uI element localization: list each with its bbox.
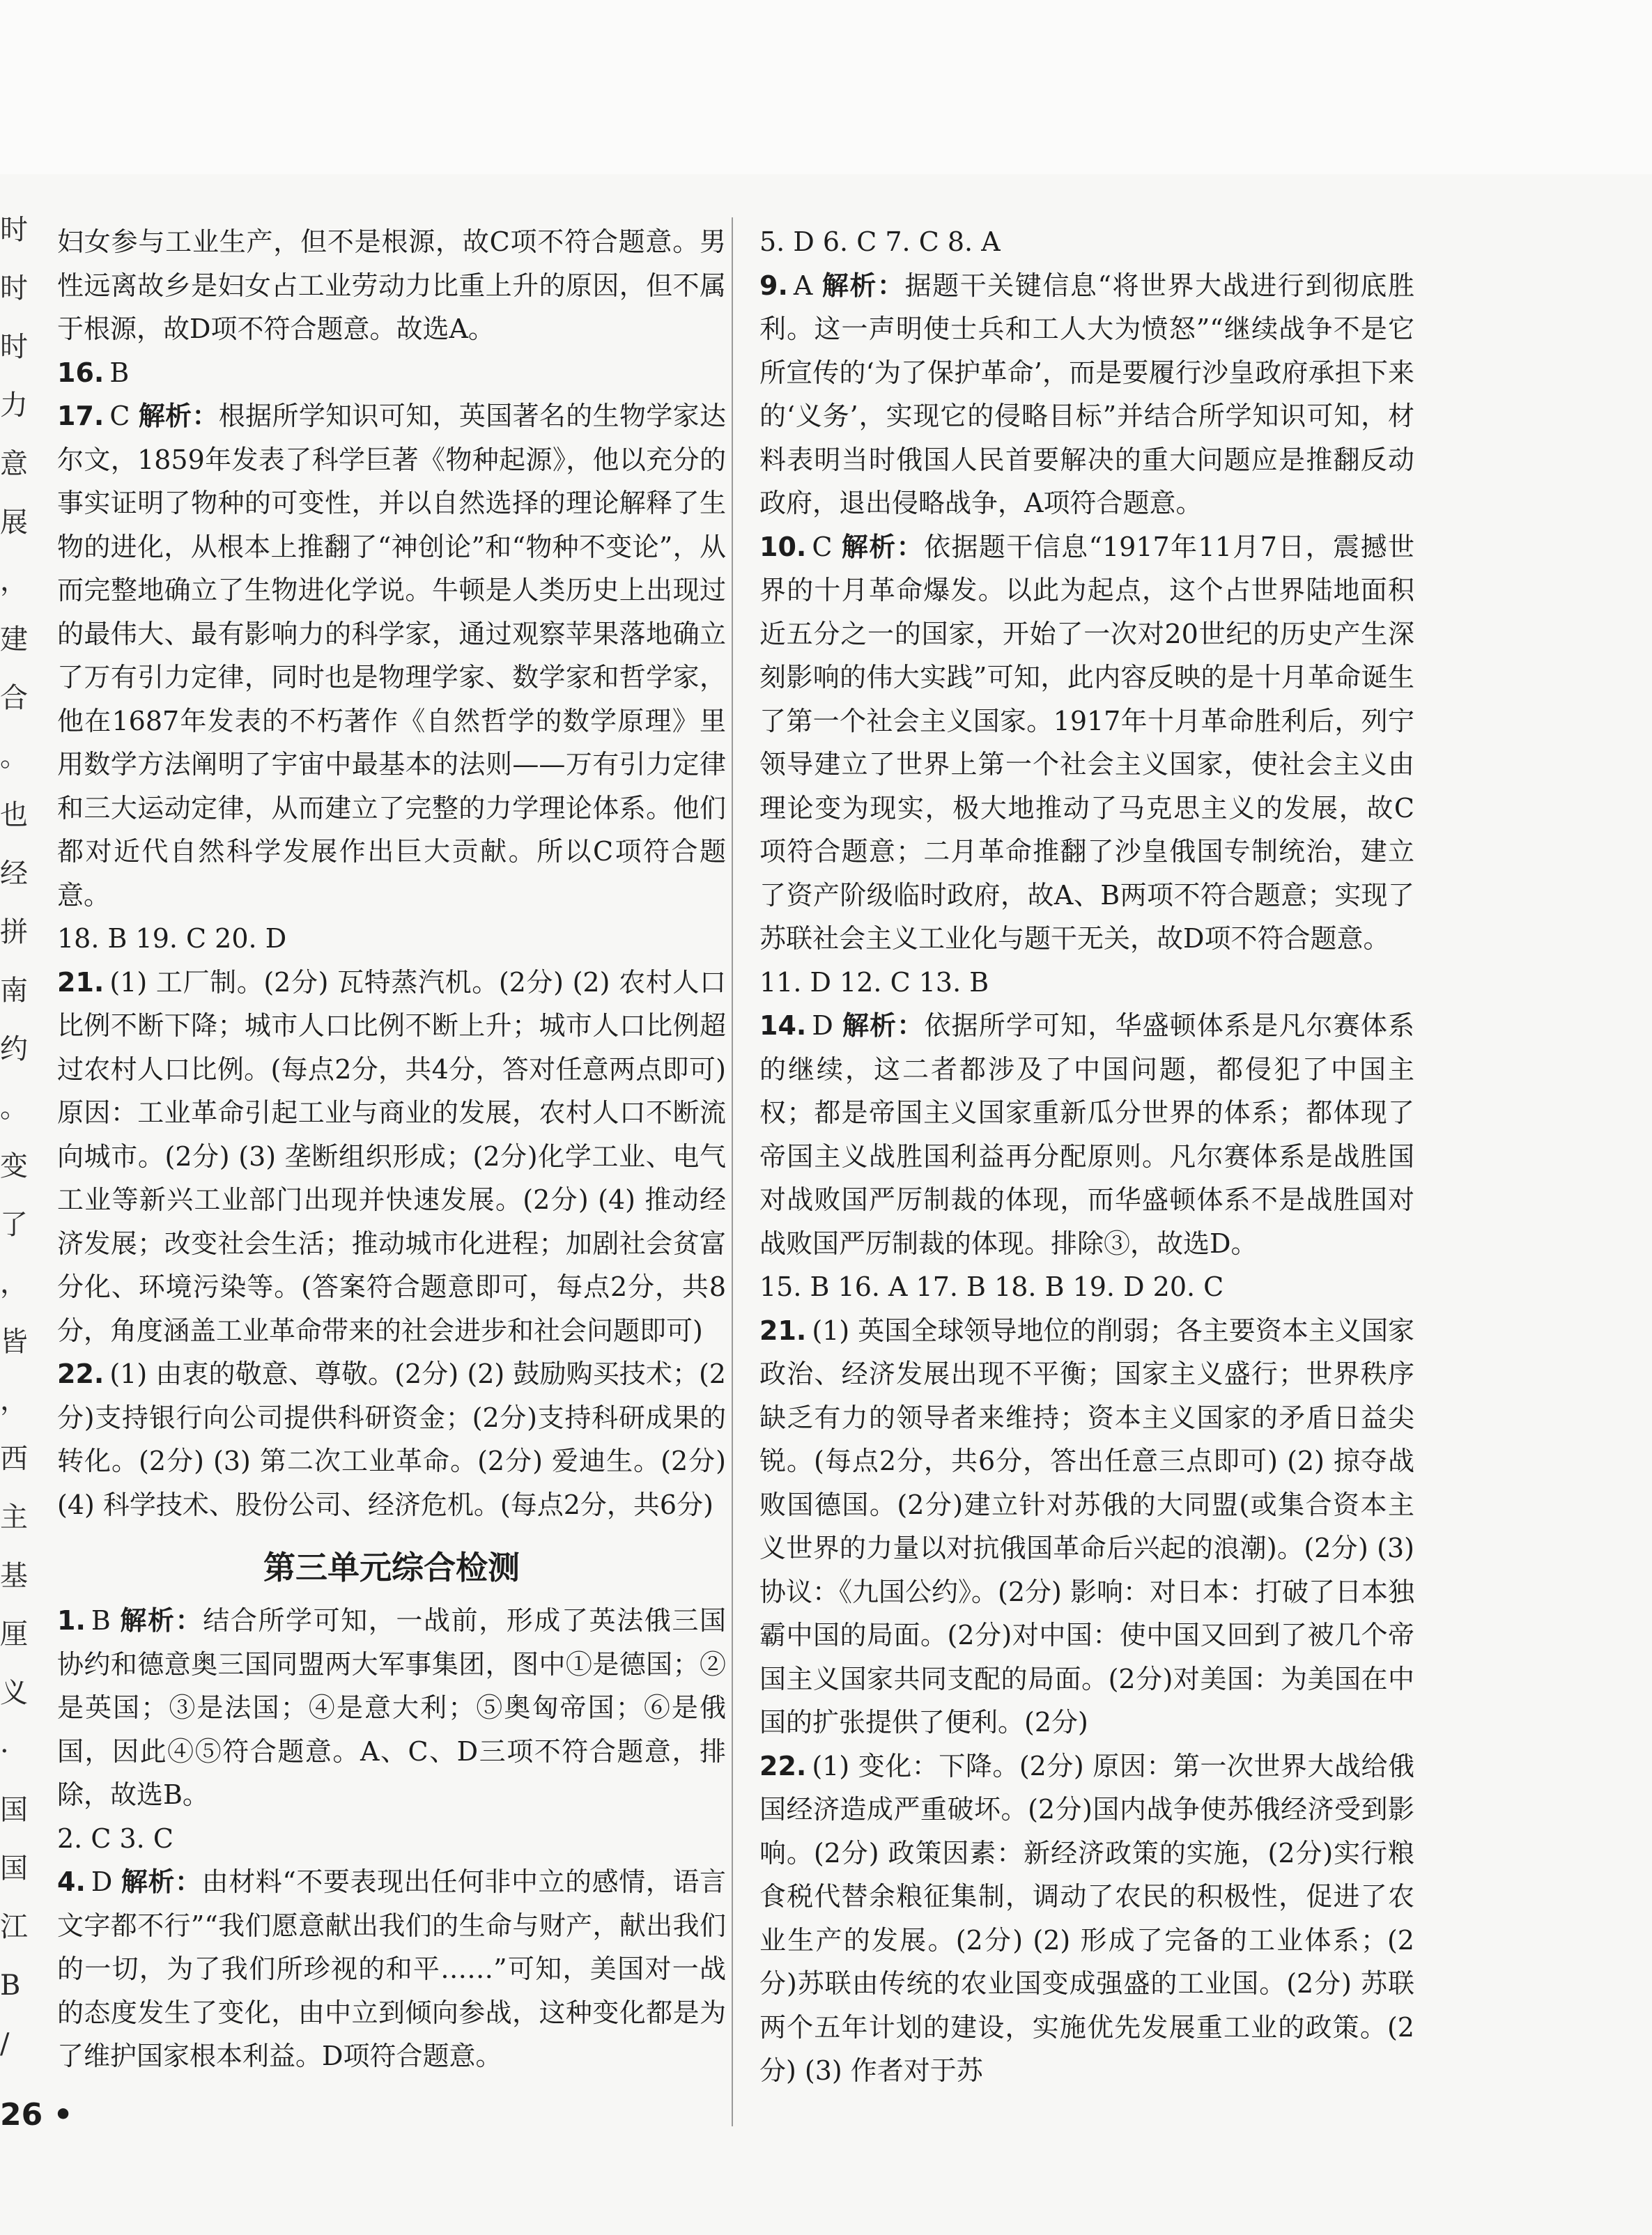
- question-number: 21.: [57, 966, 105, 998]
- answer-text: 依据所学可知，华盛顿体系是凡尔赛体系的继续，这二者都涉及了中国问题，都侵犯了中国主权；都是帝国主义国家重新瓜分世界的体系；都体现了帝国主义战胜国利益再分配原则。凡尔赛体系是战胜国对战败国严厉制裁的体现，而华盛顿体系不是战胜国对战败国严厉制裁的体现。排除③，故选D。: [759, 1010, 1414, 1259]
- strip-char: 国: [0, 1794, 28, 1826]
- cropped-previous-page-strip: [0, 214, 28, 2097]
- answer-text: B: [109, 357, 130, 388]
- right-column: [759, 220, 1414, 2093]
- strip-char: 拼: [0, 916, 28, 948]
- answer-letter: D: [812, 1010, 833, 1041]
- strip-char: /: [0, 2028, 10, 2060]
- question-number: 1.: [57, 1605, 86, 1636]
- strip-char: 国: [0, 1853, 28, 1885]
- question-number: 21.: [759, 1315, 807, 1346]
- question-number: 14.: [759, 1010, 807, 1041]
- answer-letter: B: [91, 1605, 111, 1636]
- answer-item: [57, 351, 726, 395]
- answer-text: (1) 工厂制。(2分) 瓦特蒸汽机。(2分) (2) 农村人口比例不断下降；城市人口比例不断上升；城市人口比例超过农村人口比例。(每点2分，共4分，答对任意两点即可) 原因：工业革命引起工业与商业的发展，农村人口不断流向城市。(2分) (3) 垄断组织形成；(2分)化学工业、电气工业等新兴工业部门出现并快速发展。(2分) (4) 推动经济发展；改变社会生活；推动城市化进程；加剧社会贫富分化、环境污染等。(答案符合题意即可，每点2分，共8分，角度涵盖工业革命带来的社会进步和社会问题即可): [57, 966, 726, 1346]
- strip-char: 主: [0, 1501, 28, 1533]
- strip-char: ，: [0, 1267, 28, 1299]
- answer-text: 据题干关键信息“将世界大战进行到彻底胜利。这一声明使士兵和工人大为愤怒”“继续战争不是它所宣传的‘为了保护革命’，而是要履行沙皇政府承担下来的‘义务’，实现它的侵略目标”并结合所学知识可知，材料表明当时俄国人民首要解决的重大问题应是推翻反动政府，退出侵略战争，A项符合题意。: [759, 270, 1414, 518]
- answer-text: 11. D 12. C 13. B: [759, 966, 989, 998]
- answer-text: 由材料“不要表现出任何非中立的感情，语言文字都不行”“我们愿意献出我们的生命与财产，献出我们的一切，为了我们所珍视的和平……”可知，美国对一战的态度发生了变化，由中立到倾向参战，这种变化都是为了维护国家根本利益。D项符合题意。: [57, 1866, 726, 2071]
- answer-text: (1) 英国全球领导地位的削弱；各主要资本主义国家政治、经济发展出现不平衡；国家主义盛行；世界秩序缺乏有力的领导者来维持；资本主义国家的矛盾日益尖锐。(每点2分，共6分，答出任意三点即可) (2) 掠夺战败国德国。(2分)建立针对苏俄的大同盟(或集合资本主义世界的力量以对抗俄国革命后兴起的浪潮)。(2分) (3) 协议：《九国公约》。(2分) 影响：对日本：打破了日本独霸中国的局面。(2分)对中国：使中国又回到了被几个帝国主义国家共同支配的局面。(2分)对美国：为美国在中国的扩张提供了便利。(2分): [759, 1315, 1414, 1738]
- answer-item: [57, 1860, 726, 2078]
- strip-char: 意: [0, 448, 28, 480]
- answer-item: [57, 917, 726, 961]
- answer-item: [57, 1599, 726, 1817]
- answer-letter: C: [812, 531, 833, 562]
- strip-char: 基: [0, 1560, 28, 1592]
- answer-letter: A: [793, 270, 813, 301]
- strip-char: 义: [0, 1677, 28, 1709]
- answer-text: 根据所学知识可知，英国著名的生物学家达尔文，1859年发表了科学巨著《物种起源》，他以充分的事实证明了物种的可变性，并以自然选择的理论解释了生物的进化，从根本上推翻了“神创论”和“物种不变论”，从而完整地确立了生物进化学说。牛顿是人类历史上出现过的最伟大、最有影响力的科学家，通过观察苹果落地确立了万有引力定律，同时也是物理学家、数学家和哲学家，他在1687年发表的不朽著作《自然哲学的数学原理》里用数学方法阐明了宇宙中最基本的法则——万有引力定律和三大运动定律，从而建立了完整的力学理论体系。他们都对近代自然科学发展作出巨大贡献。所以C项符合题意。: [57, 401, 726, 911]
- question-number: 10.: [759, 531, 807, 562]
- analysis-label: 解析：: [118, 1604, 203, 1636]
- column-divider: [732, 217, 733, 2126]
- analysis-label: 解析：: [840, 530, 925, 562]
- answer-text: 18. B 19. C 20. D: [57, 923, 287, 954]
- strip-char: 时: [0, 214, 28, 246]
- answer-item: [759, 1265, 1414, 1309]
- answer-item: [759, 1309, 1414, 1745]
- strip-char: 也: [0, 799, 28, 831]
- answer-item: [759, 525, 1414, 961]
- strip-char: ，: [0, 1384, 28, 1416]
- strip-char: 南: [0, 975, 28, 1007]
- answer-item: [57, 1817, 726, 1861]
- strip-char: 展: [0, 506, 28, 539]
- strip-char: 时: [0, 272, 28, 304]
- answer-item: [759, 264, 1414, 525]
- analysis-label: 解析：: [821, 269, 905, 301]
- answer-text: 5. D 6. C 7. C 8. A: [759, 226, 1001, 257]
- strip-char: 了: [0, 1209, 28, 1241]
- answer-text: 15. B 16. A 17. B 18. B 19. D 20. C: [759, 1271, 1224, 1302]
- answer-item: [57, 220, 726, 351]
- page-number: 26 •: [0, 2097, 73, 2133]
- answer-item: [759, 961, 1414, 1005]
- answer-text: (1) 由衷的敬意、尊敬。(2分) (2) 鼓励购买技术；(2分)支持银行向公司提供科研资金；(2分)支持科研成果的转化。(2分) (3) 第二次工业革命。(2分) 爱迪生。(2分) (4) 科学技术、股份公司、经济危机。(每点2分，共6分): [57, 1359, 726, 1520]
- answer-item: [759, 1004, 1414, 1265]
- blank-header-area: [0, 0, 1652, 174]
- strip-char: ，: [0, 565, 28, 597]
- analysis-label: 解析：: [841, 1010, 925, 1041]
- strip-char: 力: [0, 389, 28, 422]
- answer-item: [57, 961, 726, 1353]
- answer-text: 结合所学可知，一战前，形成了英法俄三国协约和德意奥三国同盟两大军事集团，图中①是德国；②是英国；③是法国；④是意大利；⑤奥匈帝国；⑥是俄国，因此④⑤符合题意。A、C、D三项不符合题意，排除，故选B。: [57, 1605, 726, 1810]
- answer-item: [759, 220, 1414, 264]
- section-heading: 第三单元综合检测: [263, 1549, 520, 1586]
- strip-char: 时: [0, 331, 28, 363]
- strip-char: 厘: [0, 1618, 28, 1650]
- strip-char: 。: [0, 1092, 28, 1124]
- strip-char: 合: [0, 682, 28, 714]
- strip-char: 约: [0, 1033, 28, 1065]
- analysis-label: 解析：: [121, 1866, 202, 1897]
- answer-letter: D: [91, 1866, 113, 1897]
- question-number: 17.: [57, 401, 105, 431]
- answer-letter: C: [109, 401, 130, 431]
- strip-char: B: [0, 1970, 21, 2002]
- strip-char: 西: [0, 1443, 28, 1475]
- question-number: 22.: [57, 1359, 105, 1389]
- left-column: [57, 220, 726, 2078]
- answer-text: 2. C 3. C: [57, 1823, 173, 1854]
- answer-item: [57, 1352, 726, 1526]
- analysis-label: 解析：: [138, 400, 219, 431]
- question-number: 4.: [57, 1866, 86, 1897]
- strip-char: 皆: [0, 1326, 28, 1358]
- strip-char: ·: [0, 1735, 9, 1768]
- question-number: 22.: [759, 1750, 807, 1781]
- question-number: 9.: [759, 270, 788, 301]
- strip-char: 变: [0, 1150, 28, 1182]
- answer-text: 妇女参与工业生产，但不是根源，故C项不符合题意。男性远离故乡是妇女占工业劳动力比重上升的原因，但不属于根源，故D项不符合题意。故选A。: [57, 226, 726, 344]
- strip-char: 建: [0, 624, 28, 656]
- question-number: 16.: [57, 357, 105, 388]
- strip-char: 经: [0, 858, 28, 890]
- answer-item: [759, 1745, 1414, 2093]
- strip-char: 。: [0, 741, 28, 773]
- answer-item: [57, 394, 726, 917]
- strip-char: 江: [0, 1911, 28, 1943]
- answer-text: 依据题干信息“1917年11月7日，震撼世界的十月革命爆发。以此为起点，这个占世界陆地面积近五分之一的国家，开始了一次对20世纪的历史产生深刻影响的伟大实践”可知，此内容反映的是十月革命诞生了第一个社会主义国家。1917年十月革命胜利后，列宁领导建立了世界上第一个社会主义国家，使社会主义由理论变为现实，极大地推动了马克思主义的发展，故C项符合题意；二月革命推翻了沙皇俄国专制统治，建立了资产阶级临时政府，故A、B两项不符合题意；实现了苏联社会主义工业化与题干无关，故D项不符合题意。: [759, 531, 1414, 954]
- answer-text: (1) 变化：下降。(2分) 原因：第一次世界大战给俄国经济造成严重破坏。(2分)国内战争使苏俄经济受到影响。(2分) 政策因素：新经济政策的实施，(2分)实行粮食税代替余粮征集制，调动了农民的积极性，促进了农业生产的发展。(2分) (2) 形成了完备的工业体系；(2分)苏联由传统的农业国变成强盛的工业国。(2分) 苏联两个五年计划的建设，实施优先发展重工业的政策。(2分) (3) 作者对于苏: [759, 1750, 1414, 2086]
